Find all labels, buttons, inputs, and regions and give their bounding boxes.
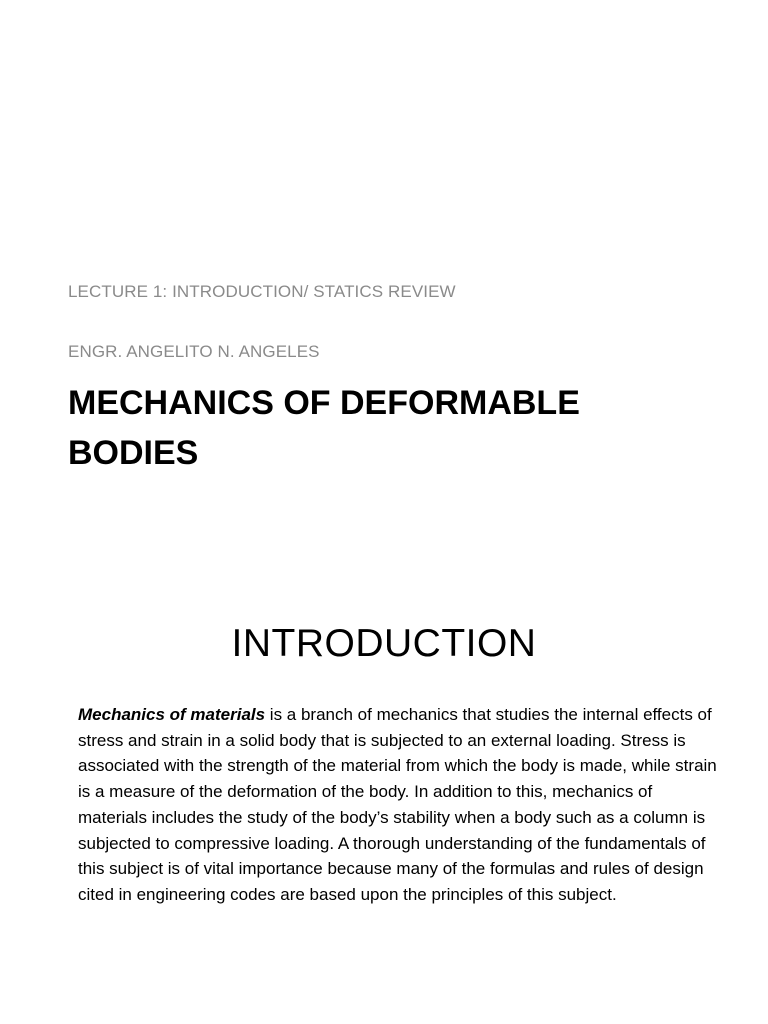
introduction-heading: INTRODUCTION xyxy=(231,622,537,665)
author-name: ENGR. ANGELITO N. ANGELES xyxy=(68,342,320,361)
course-title-line-1: MECHANICS OF DEFORMABLE xyxy=(68,384,580,422)
introduction-paragraph xyxy=(78,702,720,908)
course-title xyxy=(68,378,708,478)
defined-term: Mechanics of materials xyxy=(78,705,266,724)
lecture-label: LECTURE 1: INTRODUCTION/ STATICS REVIEW xyxy=(68,282,456,301)
introduction-text: is a branch of mechanics that studies the internal effects of stress and strain in a solid body that is subjected to an external loading. Stress is associated with the strength of the material from which the body is made, while strain is a measure of the deformation of the body. In addition to this, mechanics of materials includes the study of the body’s stability when a body such as a column is subjected to compressive loading. A thorough understanding of the fundamentals of this subject is of vital importance because many of the formulas and rules of design cited in engineering codes are based upon the principles of this subject. xyxy=(78,705,717,904)
course-title-line-2: BODIES xyxy=(68,434,199,472)
introduction-slide xyxy=(0,600,768,1024)
title-slide xyxy=(0,0,768,480)
